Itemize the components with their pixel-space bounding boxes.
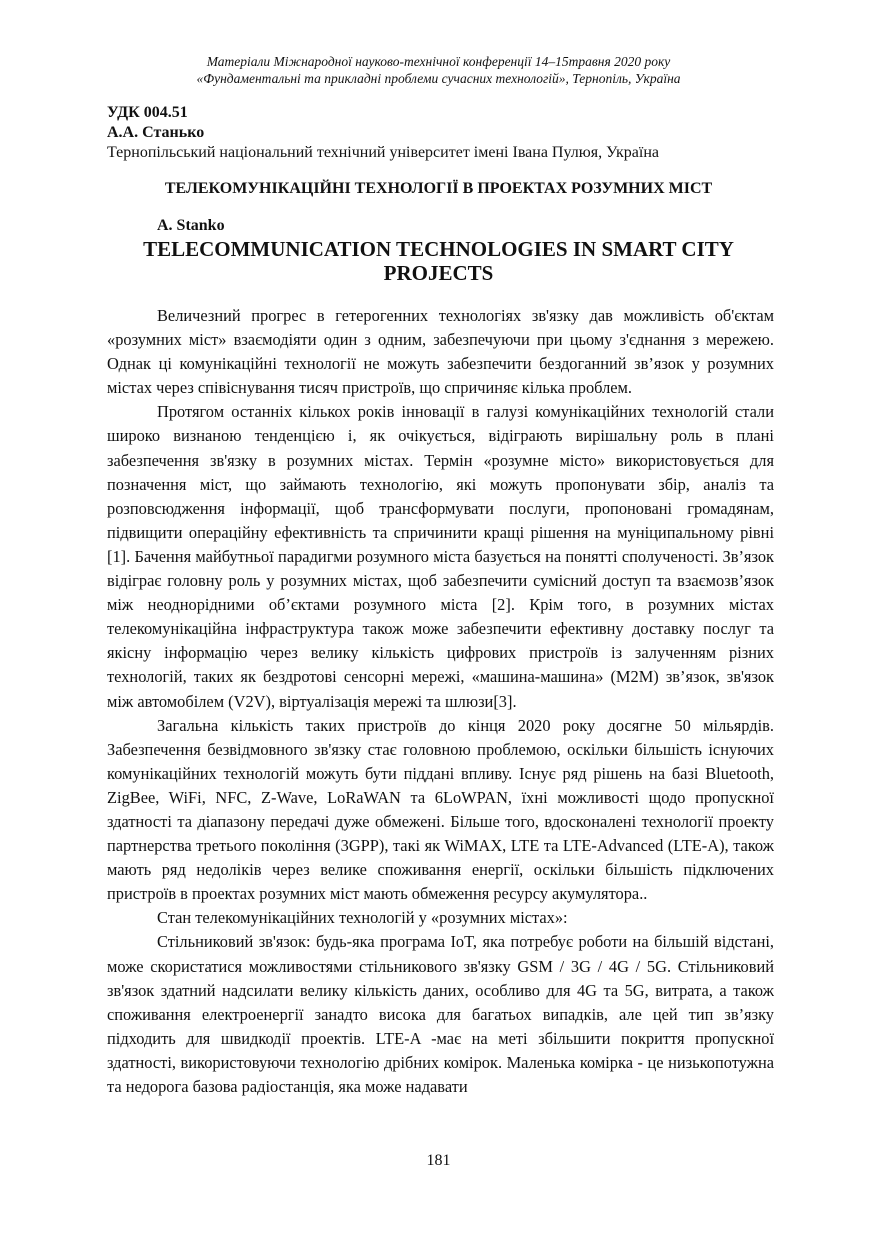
paragraph: Протягом останніх кількох років інновації в галузі комунікаційних технологій стали широко визнаною тенденцією і, як очікується, відіграють вирішальну роль в плані забезпечення зв'язку в розумних містах. Термін «розумне місто» використовується для позначення міст, що займають технологію, які можуть пропонувати збір, аналіз та розповсюдження інформації, щоб трансформувати послуги, пропоновані громадянам, підвищити операційну ефективність та спричинити кращі рішення на муніципальному рівні [1]. Бачення майбутньої парадигми розумного міста базується на понятті сполученості. Зв’язок відіграє головну роль у розумних містах, щоб забезпечити сумісний доступ та взаємозв’язок між неоднорідними об’єктами розумного міста [2]. Крім того, в розумних містах телекомунікаційна інфраструктура також може забезпечити ефективну доставку послуг та якісну інформацію через велику кількість цифрових пристроїв із залученням різних технологій, таких як бездротові сенсорні мережі, «машина-машина» (M2M) зв’язок, зв'язок між автомобілем (V2V), віртуалізація мережі та шлюзи[3]. — [107, 402, 774, 711]
affiliation: Тернопільський національний технічний університет імені Івана Пулюя, Україна — [107, 144, 659, 161]
header-line-2: «Фундаментальні та прикладні проблеми сучасних технологій», Тернопіль, Україна — [196, 71, 681, 86]
conference-header — [0, 53, 877, 87]
paragraph: Стільниковий зв'язок: будь-яка програма IoT, яка потребує роботи на більшій відстані, може скористатися можливостями стільникового зв'язку GSM / 3G / 4G / 5G. Стільниковий зв'язок здатний надсилати велику кількість даних, особливо для 4G та 5G, витрата, а також споживання електроенергії занадто висока для багатьох випадків, але цей тип зв’язку підходить для швидкодії проектів. LTE-A -має на меті збільшити покриття пропускної здатності, використовуючи технологію дрібних комірок. Маленька комірка - це низькопотужна та недорога базова радіостанція, яка може надавати — [107, 932, 774, 1096]
article-meta — [107, 103, 659, 163]
title-english-line-2: PROJECTS — [383, 261, 494, 285]
paragraph: Величезний прогрес в гетерогенних технологіях зв'язку дав можливість об'єктам «розумних міст» взаємодіяти один з одним, забезпечуючи при цьому з'єднання з мережею. Однак ці комунікаційні технології не можуть забезпечити бездоганний зв’язок у розумних містах через співіснування тисяч пристроїв, що спричиняє кілька проблем. — [107, 306, 774, 398]
paragraph: Стан телекомунікаційних технологій у «розумних містах»: — [157, 908, 568, 928]
title-ukrainian: ТЕЛЕКОМУНІКАЦІЙНІ ТЕХНОЛОГІЇ В ПРОЕКТАХ РОЗУМНИХ МІСТ — [164, 180, 713, 197]
article-body — [107, 304, 774, 1099]
paragraph: Загальна кількість таких пристроїв до кінця 2020 року досягне 50 мільярдів. Забезпечення безвідмовного зв'язку стає головною проблемою, оскільки більшість існуючих комунікаційних технологій можуть бути піддані впливу. Існує ряд рішень на базі Bluetooth, ZigBee, WiFi, NFC, Z-Wave, LoRaWAN та 6LoWPAN, їхні можливості щодо пропускної здатності та діапазону передачі дуже обмежені. Більше того, вдосконалені технології проекту партнерства третього покоління (3GPP), такі як WiMAX, LTE та LTE-Advanced (LTE-A), також мають ряд недоліків через велике споживання енергії, оскільки більшість підключених пристроїв в проектах розумних міст мають обмеження ресурсу акумулятора.. — [107, 715, 774, 904]
page-number: 181 — [426, 1152, 451, 1169]
header-line-1: Матеріали Міжнародної науково-технічної конференції 14–15травня 2020 року — [206, 54, 671, 69]
title-english-line-1: TELECOMMUNICATION TECHNOLOGIES IN SMART CITY — [143, 237, 734, 261]
title-english — [100, 237, 777, 285]
author-ua: А.А. Станько — [107, 124, 205, 141]
author-english: A. Stanko — [157, 217, 225, 234]
udk-code: УДК 004.51 — [107, 104, 188, 121]
